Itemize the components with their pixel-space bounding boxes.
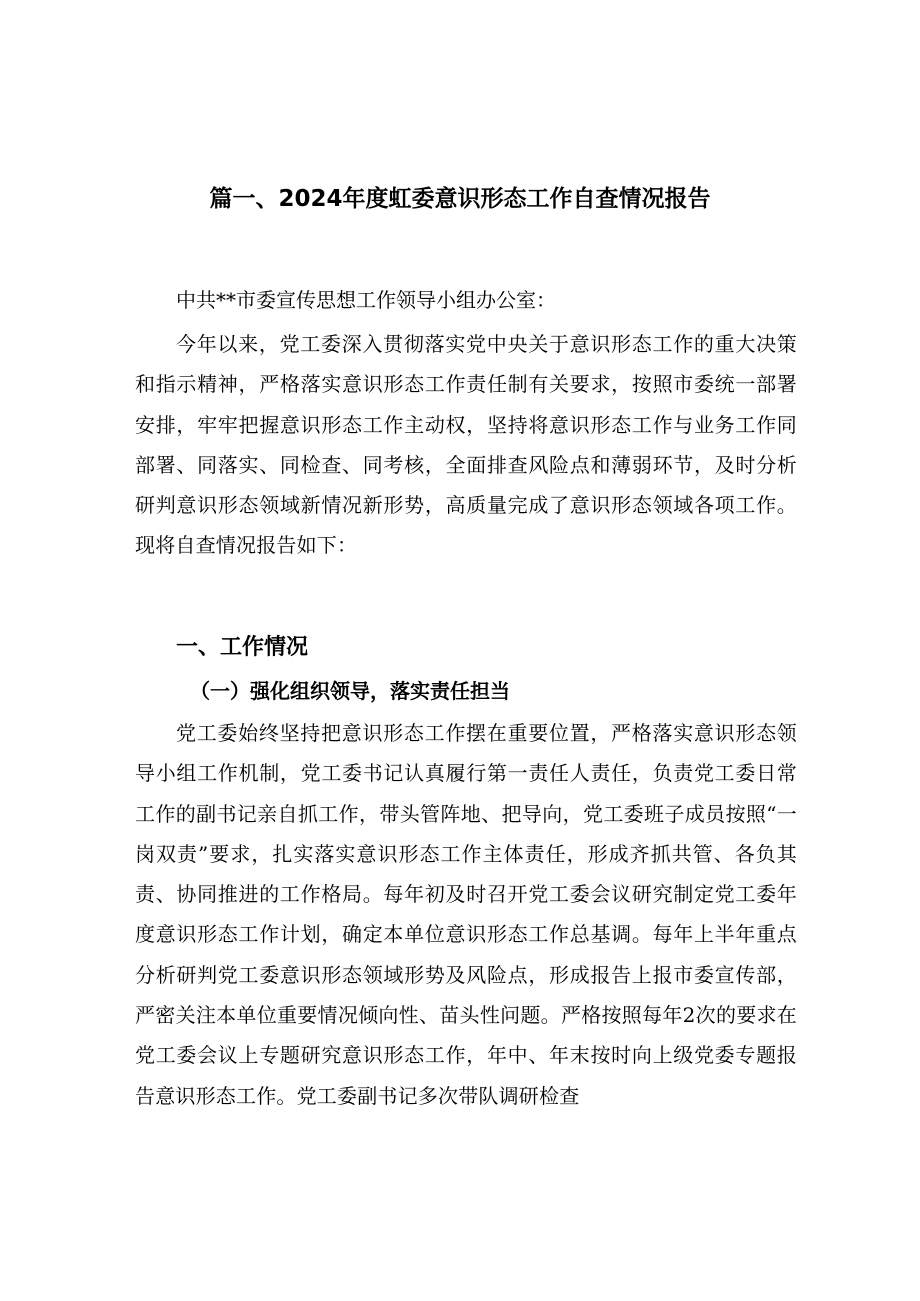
section-paragraph: 党工委始终坚持把意识形态工作摆在重要位置，严格落实意识形态领导小组工作机制，党工委书记认真履行第一责任人责任，负责党工委日常工作的副书记亲自抓工作，带头管阵地、把导向，党工委班子成员按照“一岗双责”要求，扎实落实意识形态工作主体责任，形成齐抓共管、各负其责、协同推进的工作格局。每年初及时召开党工委会议研究制定党工委年度意识形态工作计划，确定本单位意识形态工作总基调。每年上半年重点分析研判党工委意识形态领域形势及风险点，形成报告上报市委宣传部，严密关注本单位重要情况倾向性、苗头性问题。严格按照每年2次的要求在党工委会议上专题研究意识形态工作，年中、年末按时向上级党委专题报告意识形态工作。党工委副书记多次带队调研检查 <box>135 721 797 1108</box>
document-title: 篇一、2024年度虹委意识形态工作自查情况报告 <box>209 186 711 212</box>
section-heading: 一、工作情况 <box>176 635 309 660</box>
salutation: 中共**市委宣传思想工作领导小组办公室： <box>176 288 556 312</box>
intro-paragraph: 今年以来，党工委深入贯彻落实党中央关于意识形态工作的重大决策和指示精神，严格落实意识形态工作责任制有关要求，按照市委统一部署安排，牢牢把握意识形态工作主动权，坚持将意识形态工作与业务工作同部署、同落实、同检查、同考核，全面排查风险点和薄弱环节，及时分析研判意识形态领域新情况新形势，高质量完成了意识形态领域各项工作。现将自查情况报告如下： <box>135 332 797 558</box>
subsection-heading: （一）强化组织领导，落实责任担当 <box>190 679 510 703</box>
